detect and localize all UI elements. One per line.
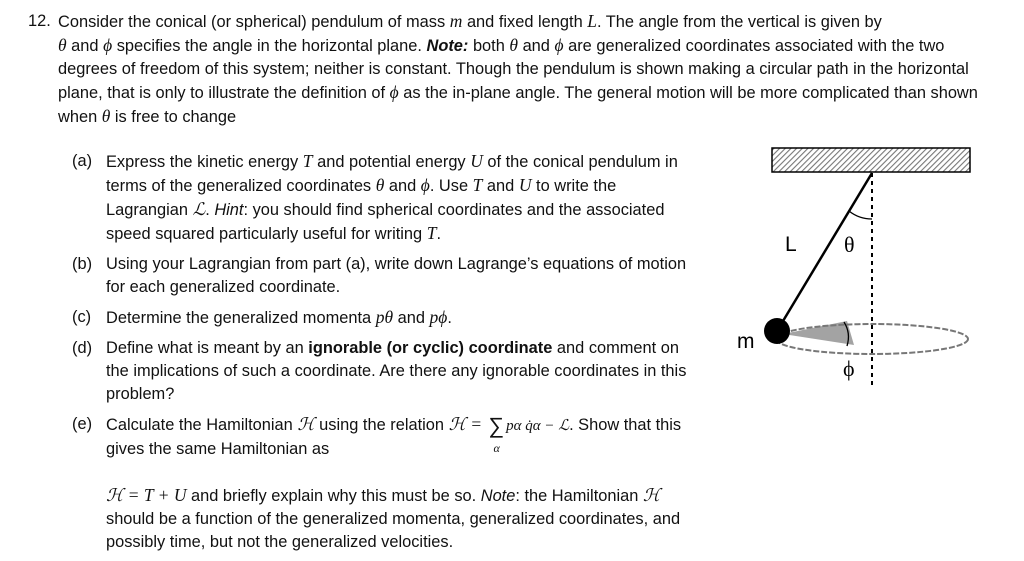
part-text-run: of the conical pendulum in terms of the generalized coordinates [106, 153, 678, 195]
hint-label: Hint [214, 201, 244, 219]
part-c [72, 306, 712, 330]
part-text [106, 306, 688, 330]
potential-energy-symbol: U [518, 175, 532, 195]
lagrangian-symbol: ℒ [192, 199, 206, 219]
pendulum-figure [725, 140, 995, 390]
hamiltonian-equation-lhs: ℋ = [448, 414, 487, 434]
problem-statement [28, 10, 988, 129]
theta-symbol: θ [58, 35, 67, 55]
hamiltonian-equation-rhs: pα q̇α − ℒ [506, 418, 570, 434]
part-text-run: and [384, 177, 421, 195]
theta-symbol: θ [375, 175, 385, 195]
part-text-run: . Use [429, 177, 473, 195]
kinetic-energy-symbol: T [426, 223, 437, 243]
ignorable-coordinate-term: ignorable (or cyclic) coordinate [308, 339, 553, 357]
part-b [72, 253, 712, 299]
phi-symbol: ϕ [554, 35, 564, 55]
problem-text-run: are generalized coordinates associated with the two degrees of freedom of this system; neither is constant. Though the pendulum is shown making a circular path in the horizontal plane, that is only to illustrate the definition of [58, 37, 969, 102]
phi-symbol: ϕ [420, 175, 430, 195]
problem-text-run: Consider the conical (or spherical) pendulum of mass [58, 13, 450, 31]
part-label: (d) [72, 339, 93, 357]
summation-sign [488, 413, 505, 455]
kinetic-energy-symbol: T [472, 175, 483, 195]
problem-number: 12. [28, 12, 51, 30]
problem-text-run: . The angle from the vertical is given by [596, 13, 882, 31]
phi-symbol: ϕ [389, 82, 399, 102]
pendulum-bob [764, 318, 790, 344]
problem-text-run: both [468, 37, 510, 55]
summation-index: α [493, 441, 500, 455]
kinetic-energy-symbol: T [302, 151, 313, 171]
note-label: Note [480, 487, 516, 505]
length-label: L [785, 233, 797, 256]
length-symbol: L [587, 11, 597, 31]
part-text-run: Define what is meant by an [106, 339, 309, 357]
part-d [72, 337, 712, 406]
part-text-run: to write the Lagrangian [106, 177, 617, 219]
part-label: (c) [72, 308, 92, 326]
part-text-run: should be a function of the generalized momenta, generalized coordinates, and possibly time, but not the generalized velocities. [106, 510, 681, 551]
theta-arc [849, 211, 872, 219]
part-text-run: . [447, 309, 452, 327]
problem-text-run: specifies the angle in the horizontal plane. [112, 37, 427, 55]
note-label: Note: [426, 37, 469, 55]
potential-energy-symbol: U [470, 151, 483, 171]
part-text-run: Calculate the Hamiltonian [106, 416, 298, 434]
mass-symbol: m [449, 11, 463, 31]
part-text-run: Express the kinetic energy [106, 153, 303, 171]
p-phi-symbol: pϕ [429, 307, 448, 327]
phi-symbol: ϕ [103, 35, 113, 55]
problem-text-run: is free to change [110, 108, 237, 126]
hamiltonian-symbol: ℋ [297, 414, 315, 434]
pendulum-diagram [725, 140, 995, 390]
parts-list [72, 150, 712, 561]
problem-text-run: as the in-plane angle. The general motion will be more complicated than shown when [58, 84, 978, 126]
problem-text-run: and [66, 37, 104, 55]
part-text [106, 413, 688, 554]
part-text-run: and briefly explain why this must be so. [186, 487, 481, 505]
part-text-run: . [205, 201, 215, 219]
phi-label: ϕ [843, 356, 855, 381]
part-text-run: using the relation [314, 416, 449, 434]
part-text-run: and [393, 309, 430, 327]
part-text [106, 150, 688, 246]
part-text-run: : the Hamiltonian [515, 487, 643, 505]
theta-label: θ [844, 232, 855, 257]
part-text-run: . Show that this gives the same Hamiltonian as [106, 416, 682, 458]
problem-text-run: and fixed length [462, 13, 588, 31]
hamiltonian-symbol: ℋ [642, 485, 661, 505]
theta-symbol: θ [101, 106, 111, 126]
problem-text [58, 10, 988, 129]
theta-symbol: θ [509, 35, 519, 55]
part-label: (a) [72, 152, 93, 170]
part-text: Using your Lagrangian from part (a), write down Lagrange’s equations of motion for each generalized coordinate. [106, 255, 687, 296]
summation-symbol: ∑ [488, 413, 505, 438]
part-text-run: Determine the generalized momenta [106, 309, 376, 327]
ceiling-support [772, 148, 970, 172]
part-text-run: and comment on the implications of such a coordinate. Are there any ignorable coordinates in this problem? [106, 339, 687, 403]
part-e [72, 413, 712, 554]
problem-text-run: and [518, 37, 555, 55]
part-text [106, 337, 688, 406]
part-label: (e) [72, 415, 93, 433]
part-label: (b) [72, 255, 93, 273]
part-text-run: : you should find spherical coordinates and the associated speed squared particularly useful for writing [106, 201, 665, 243]
p-theta-symbol: pθ [375, 307, 394, 327]
part-a [72, 150, 712, 246]
part-text-run: . [436, 225, 441, 243]
part-text-run: and potential energy [312, 153, 471, 171]
hamiltonian-energy-equation: ℋ = T + U [106, 485, 187, 505]
part-text-run: and [482, 177, 519, 195]
mass-label: m [737, 330, 755, 353]
